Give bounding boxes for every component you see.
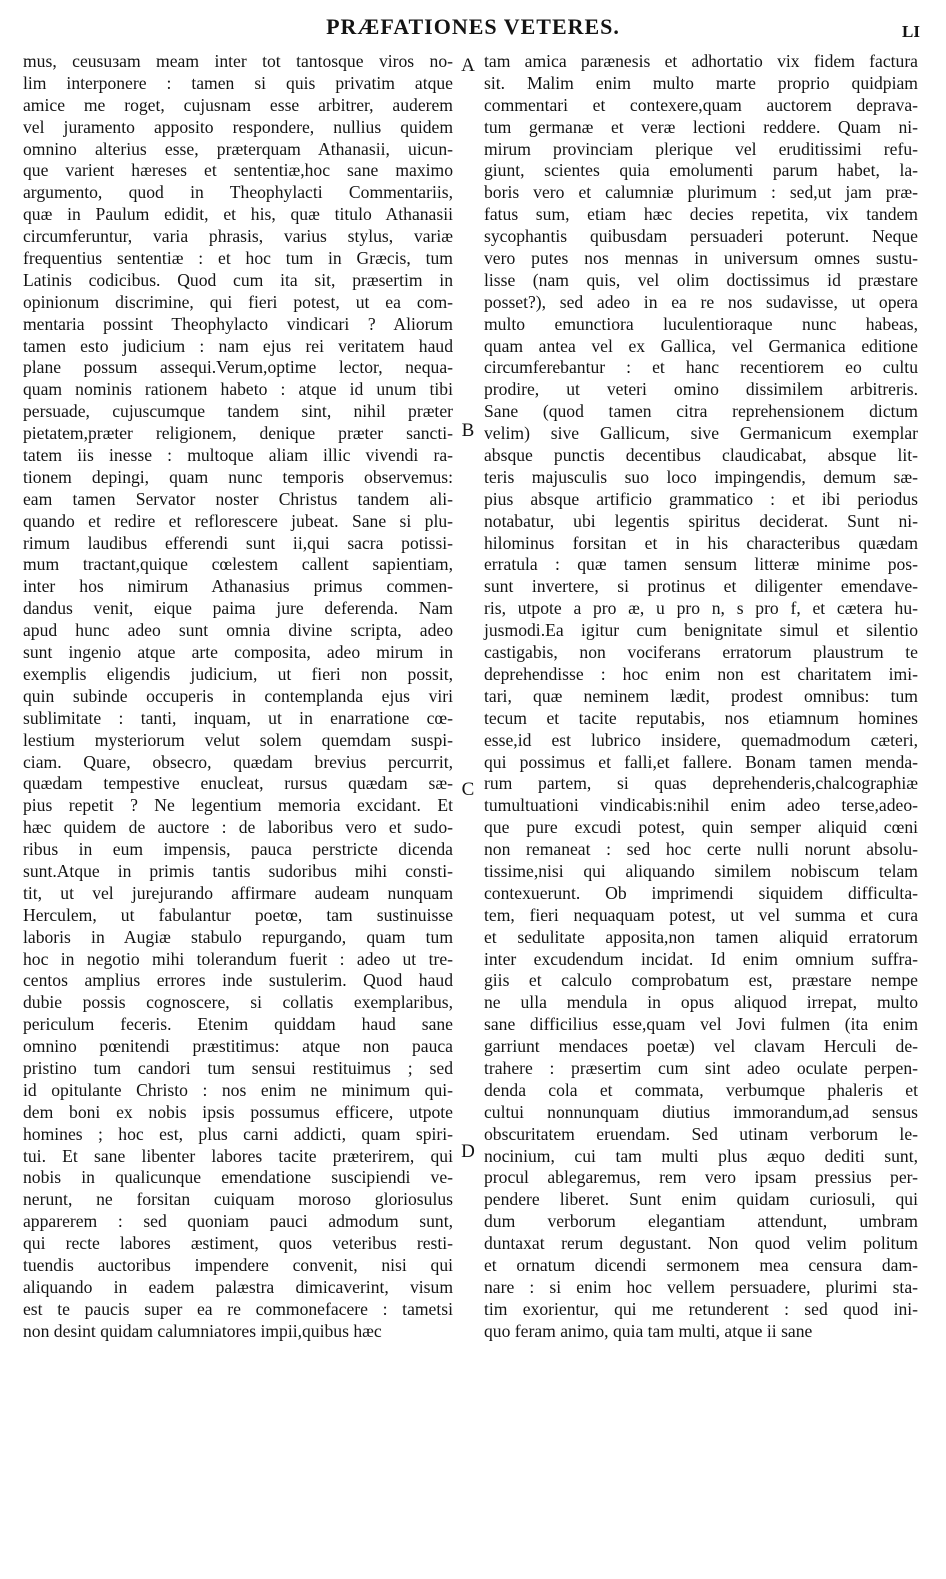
text-line: laboris in Augiæ stabulo repurgando, quam tum <box>23 926 453 947</box>
text-line: notabatur, ubi legentis spiritus deciderat. Sunt ni- <box>484 510 918 531</box>
text-line: est te paucis super ea re commonefacere : tametsi <box>23 1298 453 1319</box>
text-line: id opitulante Christo : nos enim ne minimum qui- <box>23 1079 453 1100</box>
text-line: vel juramento apposito respondere, nullius quidem <box>23 116 453 137</box>
text-line: tim exorientur, qui me retunderent : sed quod ini- <box>484 1298 918 1319</box>
text-line: hilominus forsitan et in his characteribus quædam <box>484 532 918 553</box>
text-line: pius absque artificio grammatico : et ibi periodus <box>484 488 918 509</box>
text-line: que varient hæreses et sententiæ,hoc sane maximo <box>23 160 453 181</box>
text-line: homines ; hoc est, plus carni addicti, quam spiri- <box>23 1123 453 1144</box>
text-line: tam amica parænesis et adhortatio vix fidem factura <box>484 51 918 71</box>
text-line: quam nominis rationem habeto : atque id unum tibi <box>23 379 453 400</box>
text-line: persuade, cujuscumque tandem sint, nihil præter <box>23 401 453 422</box>
text-line: teris majusculis suo loco impingendis, demum sæ- <box>484 466 918 487</box>
text-line: pendere liberet. Sunt enim quidam curiosuli, qui <box>484 1189 918 1210</box>
text-line: commentari et contexere,quam auctorem deprava- <box>484 94 918 115</box>
text-line: tum germanæ et veræ lectioni reddere. Quam ni- <box>484 116 918 137</box>
text-line: tem, fieri nequaquam potest, ut vel summa et cura <box>484 904 918 925</box>
text-line: trahere : præsertim cum sint adeo oculate perpen- <box>484 1057 918 1078</box>
text-line: dem boni ex nobis ipsis possumus efficere, utpote <box>23 1101 453 1122</box>
text-line: erratula : quæ tamen sensum litteræ minime pos- <box>484 554 918 575</box>
text-line: amice me roget, cujusnam esse arbitrer, auderem <box>23 94 453 115</box>
text-line: obscuritatem eruendam. Sed utinam verborum le- <box>484 1123 918 1144</box>
text-line: tuendis auctoribus impendere convenit, nisi qui <box>23 1254 453 1275</box>
text-line: tissime,nisi qui aliquando similem nobiscum telam <box>484 860 918 881</box>
text-line: ribus in eum impensis, pauca perstricte dicenda <box>23 839 453 860</box>
text-line: apparerem : sed quoniam pauci admodum sunt, <box>23 1211 453 1232</box>
text-line: boris vero et calumniæ plurimum : sed,ut jam præ- <box>484 182 918 203</box>
text-line: hæc quidem de auctore : de laboribus vero et sudo- <box>23 817 453 838</box>
text-line: tari, quæ neminem lædit, prodest omnibus: tum <box>484 685 918 706</box>
text-line: cultui nonnunquam diutius immorandum,ad sensus <box>484 1101 918 1122</box>
text-line: sycophantis quibusdam persuaderi poterunt. Neque <box>484 226 918 247</box>
text-line: tatem iis inesse : multoque aliam illic vivendi ra- <box>23 445 453 466</box>
text-line: giis et calculo comprobatum est, præstare nempe <box>484 970 918 991</box>
text-line: procul ablegaremus, rem vero ipsam pressius per- <box>484 1167 918 1188</box>
text-line: deprehendisse : hoc enim non est charitatem imi- <box>484 663 918 684</box>
text-line: mirum provinciam plerique vel eruditissimi refu- <box>484 138 918 159</box>
text-line: Herculem, ut fabulantur poetœ, tam sustinuisse <box>23 904 453 925</box>
text-line: quo feram animo, quia tam multi, atque ii sane <box>484 1320 813 1341</box>
text-line: opinionum discrimine, qui fieri potest, ut ea com- <box>23 291 453 312</box>
text-line: aliquando in eadem palæstra dimicaverint, visum <box>23 1276 453 1297</box>
text-line: duntaxat rerum degustant. Non quod velim politum <box>484 1233 918 1254</box>
text-line: sunt.Atque in primis tantis sudoribus mihi consti- <box>23 860 453 881</box>
text-line: velim) sive Gallicum, sive Germanicum exemplar <box>484 423 918 444</box>
text-line: prodire, ut veteri omino dissimilem arbitreris. <box>484 379 918 400</box>
text-line: nocinium, cui tam multi plus æquo dediti sunt, <box>484 1145 918 1166</box>
text-line: sane difficilius esse,quam vel Jovi fulmen (ita enim <box>484 1014 918 1035</box>
text-line: posset?), sed adeo in ea re nos sudavisse, ut opera <box>484 291 918 312</box>
text-line: contexuerunt. Ob imprimendi siquidem difficulta- <box>484 882 918 903</box>
text-line: et sedulitate apposita,non tamen aliquid erratorum <box>484 926 918 947</box>
text-line: quædam tempestive enucleat, rursus quædam sæ- <box>23 773 453 794</box>
text-line: quæ in Paulum edidit, et his, quæ titulo Athanasii <box>23 204 453 225</box>
running-title: PRÆFATIONES VETERES. <box>326 14 620 39</box>
text-line: lestium mysteriorum velut solem quemdam suspi- <box>23 729 453 750</box>
text-line: sunt ingenio atque arte composita, adeo mirum in <box>23 642 453 663</box>
page-number: LI <box>902 22 920 41</box>
page-header <box>0 14 946 48</box>
text-line: tamen esto judicium : nam ejus rei veritatem haud <box>23 335 453 356</box>
text-line: giunt, scientes quia emolumenti parum habet, la- <box>484 160 918 181</box>
margin-letter-b: B <box>461 420 475 441</box>
text-line: et ornatum dicendi sermonem mea censura dam- <box>484 1254 918 1275</box>
text-line: castigabis, non vociferans erratorum plaustrum te <box>484 642 918 663</box>
text-line: fatus sum, etiam hæc decies repetita, vix tandem <box>484 204 918 225</box>
text-line: absque punctis decentibus claudicabat, absque lit- <box>484 445 918 466</box>
text-line: omnino pœnitendi præstitimus: atque non pauca <box>23 1036 453 1057</box>
text-line: mus, ceusuзam meam inter tot tantosque viros no- <box>23 51 453 71</box>
text-line: Sane (quod tamen citra reprehensionem dictum <box>484 401 918 422</box>
text-line: garriunt mendaces poetæ) vel clavam Herculi de- <box>484 1036 918 1057</box>
text-line: non remaneat : sed hoc certe nulli norunt absolu- <box>484 839 918 860</box>
text-line: quando et redire et reflorescere jubeat. Sane si plu- <box>23 510 453 531</box>
text-line: quam antea vel ex Gallica, vel Germanica editione <box>484 335 918 356</box>
text-line: tui. Et sane libenter labores tacite præterirem, qui <box>23 1145 453 1166</box>
text-line: nare : si enim hoc vellem persuadere, plurimi sta- <box>484 1276 918 1297</box>
text-line: tit, ut vel jurejurando affirmare audeam nunquam <box>23 882 453 903</box>
text-line: qui possimus et falli,et fallere. Bonam tamen menda- <box>484 751 918 772</box>
text-line: centos amplius errores inde sustulerim. Quod haud <box>23 970 453 991</box>
text-line: esse,id est lubrico insidere, quemadmodum cæteri, <box>484 729 918 750</box>
text-line: nerunt, ne forsitan cuiquam moroso gloriosulus <box>23 1189 453 1210</box>
text-line: nobis in qualicunque emendatione suscipiendi ve- <box>23 1167 453 1188</box>
text-line: inter hos nimirum Athanasius primus commen- <box>23 576 453 597</box>
text-line: frequentius sententiæ : et hoc tum in Græcis, tum <box>23 248 453 269</box>
margin-letter-a: A <box>461 55 475 76</box>
text-line: dandus venit, eique paima jure deferenda. Nam <box>23 598 453 619</box>
right-column <box>484 51 918 1343</box>
text-line: ris, utpote a pro æ, u pro n, s pro f, et cætera hu- <box>484 598 918 619</box>
text-line: ne ulla mendula in opus aliquod irrepat, multo <box>484 992 918 1013</box>
text-line: inter excudendum incidat. Id enim omnium suffra- <box>484 948 918 969</box>
text-line: circumferuntur, varia phrasis, varius stylus, variæ <box>23 226 453 247</box>
text-line: dubie possis cognoscere, si collatis exemplaribus, <box>23 992 453 1013</box>
text-line: sublimitate : tanti, inquam, ut in enarratione cœ- <box>23 707 453 728</box>
text-line: denda cola et commata, verbumque phaleris et <box>484 1079 918 1100</box>
text-line: multo emunctiora luculentioraque nunc habeas, <box>484 313 918 334</box>
left-column <box>23 51 453 1343</box>
text-line: lim interponere : tamen si quis privatim atque <box>23 72 453 93</box>
text-line: vero putes nos mennas in universum omnes sustu- <box>484 248 918 269</box>
text-line: ciam. Quare, obsecro, quædam brevius percurrit, <box>23 751 453 772</box>
text-line: mentaria possint Theophylacto vindicari ? Aliorum <box>23 313 453 334</box>
text-line: Latinis codicibus. Quod cum ita sit, præsertim in <box>23 269 453 290</box>
text-line: exemplis eligendis judicium, ut fieri non possit, <box>23 663 453 684</box>
text-line: omnino alterius esse, præterquam Athanasii, uicun- <box>23 138 453 159</box>
text-line: dum verborum elegantiam attendunt, umbram <box>484 1211 918 1232</box>
text-line: tecum et tacite reputabis, nos etiamnum homines <box>484 707 918 728</box>
text-line: periculum feceris. Etenim quiddam haud sane <box>23 1014 453 1035</box>
text-line: hoc in negotio mihi tolerandum fuerit : adeo ut tre- <box>23 948 453 969</box>
margin-letter-c: C <box>461 779 475 800</box>
text-line: quin subinde occuperis in contemplanda ejus viri <box>23 685 453 706</box>
text-line: plane possum assequi.Verum,optime lector, nequa- <box>23 357 453 378</box>
text-line: mum tractant,quique cœlestem callent sapientiam, <box>23 554 453 575</box>
text-line: rimum laudibus efferendi sunt ii,qui sacra potissi- <box>23 532 453 553</box>
text-line: sunt invertere, si protinus et diligenter emendave- <box>484 576 918 597</box>
text-line: non desint quidam calumniatores impii,quibus hæc <box>23 1320 382 1341</box>
text-line: pius repetit ? Ne legentium memoria excidant. Et <box>23 795 453 816</box>
text-line: tumultuationi vindicabis:nihil enim adeo terse,adeo- <box>484 795 918 816</box>
text-line: que pure excudi potest, quin semper aliquid cœni <box>484 817 918 838</box>
text-line: pristino tum candori tum sensui restituimus ; sed <box>23 1057 453 1078</box>
text-line: argumento, quod in Theophylacti Commentariis, <box>23 182 453 203</box>
text-line: circumferebantur : et hanc recentiorem eo cultu <box>484 357 918 378</box>
text-line: tionem depingi, quam nunc temporis observemus: <box>23 466 453 487</box>
text-line: rum partem, si quas deprehenderis,chalcographiæ <box>484 773 918 794</box>
text-line: qui recte labores æstiment, quos veteribus resti- <box>23 1233 453 1254</box>
text-line: sit. Malim enim multo marte proprio quidpiam <box>484 72 918 93</box>
text-line: eam tamen Servator noster Christus tandem ali- <box>23 488 453 509</box>
text-line: pietatem,præter religionem, denique præter sancti- <box>23 423 453 444</box>
text-line: jusmodi.Ea igitur cum benignitate simul et silentio <box>484 620 918 641</box>
text-line: apud hunc adeo sunt omnia divine scripta, adeo <box>23 620 453 641</box>
margin-letter-d: D <box>461 1141 475 1162</box>
text-line: lisse (nam quis, vel olim doctissimus id præstare <box>484 269 918 290</box>
